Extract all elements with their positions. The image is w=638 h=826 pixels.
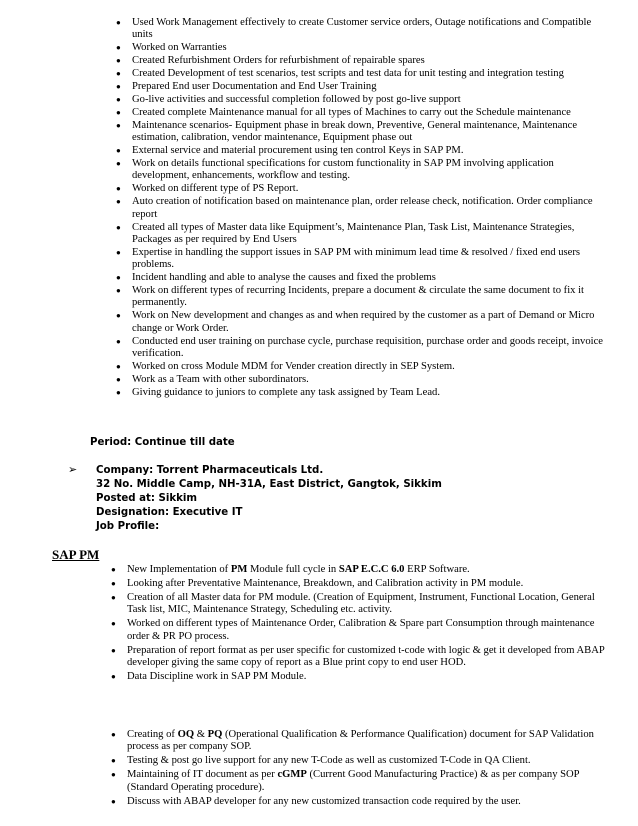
list-item: ● Go-live activities and successful completion followed by post go-live support: [116, 93, 461, 105]
list-item: ● Work as a Team with other subordinators.: [116, 373, 309, 385]
list-item: ● Expertise in handling the support issues in SAP PM with minimum lead time & resolved / fixed end users problems.: [116, 246, 581, 271]
list-item: ● Creating of OQ & PQ (Operational Qualification & Performance Qualification) document for SAP Validation process as per company SOP.: [111, 729, 594, 753]
bullet-icon: ●: [111, 593, 116, 602]
bullet-icon: ●: [111, 672, 116, 682]
list-item: ● Maintenance scenarios- Equipment phase in break down, Preventive, General maintenance, Maintenance estimation, calibration, vendor maintenance, Equipment phase out: [116, 119, 578, 144]
list-item: ● Conducted end user training on purchase cycle, purchase requisition, purchase order and goods receipt, invoice verification.: [116, 335, 603, 360]
list-item: ● Auto creation of notification based on maintenance plan, order release check, notification. Order compliance report: [116, 196, 593, 220]
list-item: ● Incident handling and able to analyse the causes and fixed the problems: [116, 272, 436, 284]
list-item: ● Worked on different types of Maintenance Order, Calibration & Spare part Consumption through maintenance order & PR PO process.: [111, 618, 595, 642]
list-item: ● Testing & post go live support for any new T-Code as well as customized T-Code in QA Client.: [111, 755, 531, 767]
bullet-icon: ●: [116, 94, 121, 104]
bullet-icon: ●: [116, 222, 121, 232]
list-item: ● Work on different types of recurring Incidents, prepare a document & circulate the same document to fix it permanently.: [116, 285, 584, 309]
bullet-icon: ●: [116, 247, 121, 257]
bullet-icon: ●: [116, 387, 121, 397]
bullet-icon: ●: [116, 69, 121, 79]
bullet-icon: ●: [116, 273, 121, 283]
list-item: ● Work on details functional specifications for custom functionality in SAP PM involving application development, enhancements, workflow and testing.: [116, 157, 554, 182]
bullet-icon: ●: [111, 770, 116, 780]
bullet-icon: ●: [116, 336, 121, 346]
list-item: ● Created Refurbishment Orders for refurbishment of repairable spares: [116, 55, 425, 67]
list-item: ● Worked on cross Module MDM for Vender creation directly in SEP System.: [116, 360, 455, 372]
bullet-icon: ●: [116, 374, 121, 384]
bullet-icon: ●: [116, 361, 121, 371]
list-item: ● Used Work Management effectively to create Customer service orders, Outage notifications and Compatible units: [116, 17, 592, 41]
company-block: [96, 464, 442, 534]
bullet-icon: ●: [116, 18, 121, 27]
sap-pm-responsibilities-list: [111, 564, 615, 685]
posted-at: Posted at: Sikkim: [96, 493, 197, 504]
company-address: 32 No. Middle Camp, NH-31A, East District, Gangtok, Sikkim: [96, 479, 442, 490]
list-item: ● Created complete Maintenance manual for all types of Machines to carry out the Schedule maintenance: [116, 106, 571, 118]
bullet-icon: ●: [116, 197, 121, 207]
bullet-icon: ●: [116, 120, 121, 130]
bullet-icon: ●: [116, 286, 121, 296]
bullet-icon: ●: [116, 56, 121, 66]
list-item: ● Worked on different type of PS Report.: [116, 183, 299, 195]
bullet-icon: ●: [116, 43, 121, 53]
section-heading-sap-pm: SAP PM: [52, 547, 100, 562]
sap-pm-duties-list: [116, 17, 608, 400]
bullet-icon: ●: [116, 158, 121, 168]
list-item: ● External service and material procurement using ten control Keys in SAP PM.: [116, 145, 464, 157]
list-item: ● Maintaining of IT document as per cGMP (Current Good Manufacturing Practice) & as per company SOP (Standard Operating procedure).: [111, 769, 580, 793]
bullet-icon: ●: [116, 146, 121, 156]
list-item: ● Work on New development and changes as and when required by the customer as a part of Demand or Micro change or Work Order.: [116, 310, 595, 334]
bullet-icon: ●: [116, 184, 121, 194]
list-item: ● Giving guidance to juniors to complete any task assigned by Team Lead.: [116, 386, 440, 398]
list-item: ● Worked on Warranties: [116, 42, 227, 54]
list-item: ● Discuss with ABAP developer for any new customized transaction code required by the user.: [111, 795, 521, 807]
bullet-icon: ●: [111, 565, 116, 574]
designation: Designation: Executive IT: [96, 507, 243, 518]
job-profile-label: Job Profile:: [96, 521, 160, 532]
list-item: ● New Implementation of PM Module full cycle in SAP E.C.C 6.0 ERP Software.: [111, 564, 470, 575]
bullet-icon: ●: [111, 579, 116, 588]
bullet-icon: ●: [111, 730, 116, 739]
bullet-icon: ●: [111, 619, 116, 629]
list-item: ● Preparation of report format as per user specific for customized t-code with logic & get it developed from ABAP developer giving the same copy of report as a Blue print copy to end user HOD.: [111, 644, 605, 669]
bullet-icon: ●: [111, 645, 116, 655]
bullet-icon: ●: [111, 756, 116, 766]
list-item: ● Data Discipline work in SAP PM Module.: [111, 671, 307, 683]
list-item: ● Creation of all Master data for PM module. (Creation of Equipment, Instrument, Functional Location, General Task list, MIC, Maintenance Strategy, Scheduling etc. activity.: [111, 592, 595, 616]
list-item: ● Prepared End user Documentation and End User Training: [116, 81, 377, 93]
bullet-icon: ●: [111, 796, 116, 806]
bullet-icon: ●: [116, 107, 121, 117]
bullet-icon: ●: [116, 82, 121, 92]
list-item: ● Looking after Preventative Maintenance, Breakdown, and Calibration activity in PM module.: [111, 578, 524, 589]
list-item: ● Created all types of Master data like Equipment’s, Maintenance Plan, Task List, Maintenance Strategies, Packages as per required by End Users: [116, 221, 575, 245]
list-item: ● Created Development of test scenarios, test scripts and test data for unit testing and integration testing: [116, 68, 564, 80]
bullet-icon: ●: [116, 311, 121, 321]
arrow-bullet-icon: ➢: [68, 463, 78, 476]
validation-responsibilities-list: [111, 729, 615, 810]
company-name: Company: Torrent Pharmaceuticals Ltd.: [96, 465, 324, 476]
period-line: Period: Continue till date: [90, 437, 235, 448]
